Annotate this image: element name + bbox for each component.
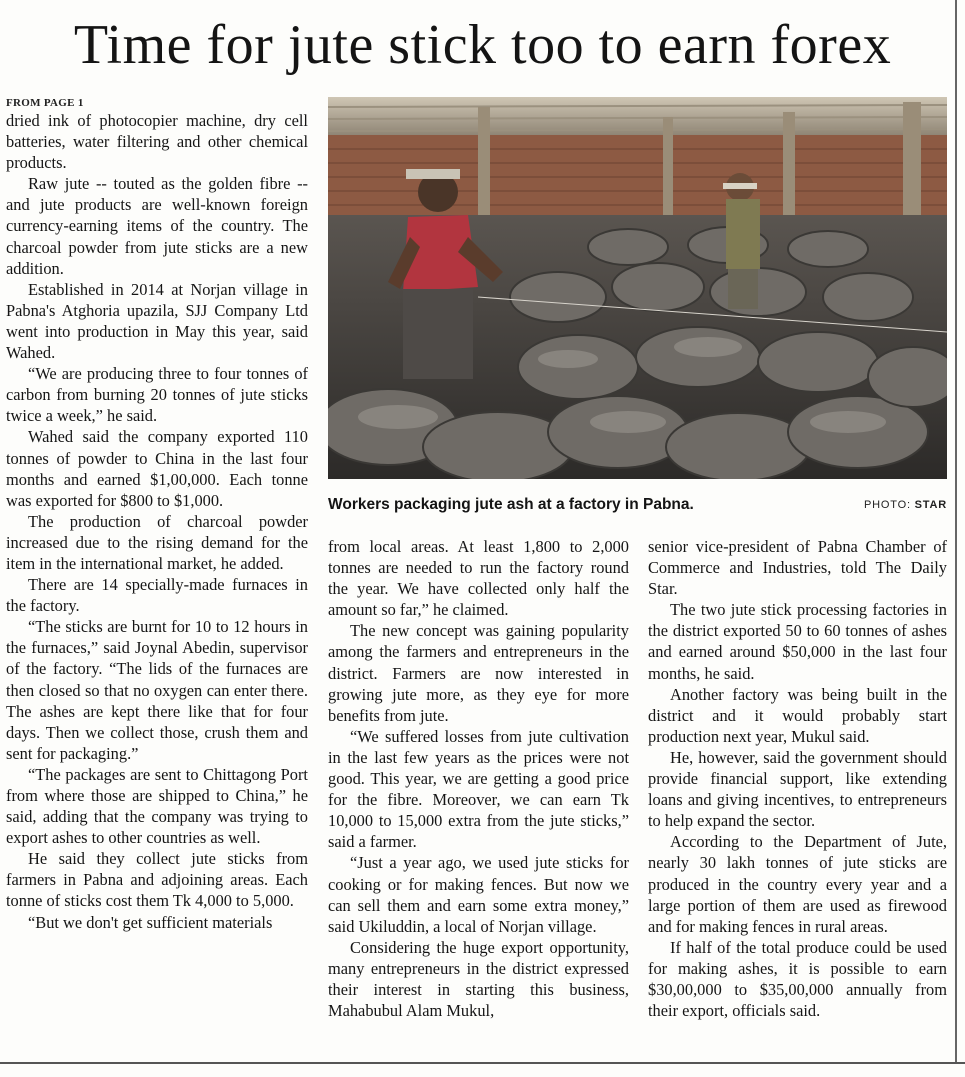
paragraph: “But we don't get sufficient materials bbox=[28, 912, 273, 932]
article-column-3 bbox=[648, 536, 947, 1021]
paragraph: The production of charcoal powder increased due to the rising demand for the item in the international market, he added. bbox=[6, 511, 308, 573]
article-column-2 bbox=[328, 536, 629, 1021]
paragraph: Another factory was being built in the district and it would probably start production next year, Mukul said. bbox=[648, 684, 947, 746]
paragraph: “We suffered losses from jute cultivation in the last few years as the prices were not good. This year, we are getting a good price for the fibre. Moreover, we can earn Tk 10,000 to 15,000 extra from the jute sticks,” said a farmer. bbox=[328, 726, 629, 852]
photo-credit-label: PHOTO: bbox=[864, 499, 915, 511]
paragraph: “Just a year ago, we used jute sticks for cooking or for making fences. But now we can sell them and earn some extra money,” said Ukiluddin, a local of Norjan village. bbox=[328, 853, 629, 936]
paragraph: Wahed said the company exported 110 tonnes of powder to China in the last four months and earned $1,00,000. Each tonne was exported for $800 to $1,000. bbox=[6, 427, 308, 510]
news-photo bbox=[328, 97, 947, 479]
photo-credit bbox=[864, 499, 947, 511]
page-edge-rule bbox=[955, 0, 957, 1062]
paragraph: He said they collect jute sticks from farmers in Pabna and adjoining areas. Each tonne of sticks cost them Tk 4,000 to 5,000. bbox=[6, 849, 308, 911]
paragraph: According to the Department of Jute, nearly 30 lakh tonnes of jute sticks are produced in the country every year and a large portion of them are used as firewood and for making fences in rural areas. bbox=[648, 832, 947, 936]
paragraph: Raw jute -- touted as the golden fibre -- and jute products are well-known foreign currency-earning items of the country. The charcoal powder from jute sticks are a new addition. bbox=[6, 174, 308, 278]
paragraph: If half of the total produce could be used for making ashes, it is possible to earn $30,00,000 to $35,00,000 annually from their export, officials said. bbox=[648, 937, 947, 1021]
continued-from-kicker: FROM PAGE 1 bbox=[6, 97, 84, 109]
paragraph: “The packages are sent to Chittagong Port from where those are shipped to China,” he said, adding that the company was trying to export ashes to other countries as well. bbox=[6, 764, 308, 848]
photo-caption: Workers packaging jute ash at a factory in Pabna. bbox=[328, 496, 694, 513]
paragraph: senior vice-president of Pabna Chamber of Commerce and Industries, told The Daily Star. bbox=[648, 537, 947, 599]
paragraph: Established in 2014 at Norjan village in Pabna's Atghoria upazila, SJJ Company Ltd went into production in May this year, said Wahed. bbox=[6, 279, 308, 363]
paragraph: dried ink of photocopier machine, dry cell batteries, water filtering and other chemical products. bbox=[6, 111, 308, 173]
paragraph: from local areas. At least 1,800 to 2,000 tonnes are needed to run the factory round the year. We have collected only half the amount so far,” he claimed. bbox=[328, 537, 629, 620]
paragraph: “The sticks are burnt for 10 to 12 hours in the furnaces,” said Joynal Abedin, supervisor of the factory. “The lids of the furnaces are then closed so that no oxygen can enter there. The ashes are kept there like that for four days. Then we collect those, crush them and sent for packaging.” bbox=[6, 617, 308, 763]
headline: Time for jute stick too to earn forex bbox=[73, 14, 892, 76]
paragraph: He, however, said the government should provide financial support, like extending loans and giving incentives, to entrepreneurs to help expand the sector. bbox=[648, 747, 947, 831]
paragraph: “We are producing three to four tonnes of carbon from burning 20 tonnes of jute sticks twice a week,” he said. bbox=[6, 364, 308, 426]
paragraph: The new concept was gaining popularity among the farmers and entrepreneurs in the district. Farmers are now interested in growing jute more, as they eye for more benefits from jute. bbox=[328, 621, 629, 725]
photo-credit-source: STAR bbox=[914, 499, 947, 511]
article-column-1 bbox=[6, 96, 308, 933]
paragraph: Considering the huge export opportunity, many entrepreneurs in the district expressed their interest in starting this business, Mahabubul Alam Mukul, bbox=[328, 937, 629, 1021]
paragraph: There are 14 specially-made furnaces in the factory. bbox=[6, 575, 308, 616]
photo-caption-bar bbox=[328, 496, 947, 520]
paragraph: The two jute stick processing factories in the district exported 50 to 60 tonnes of ashes and earned around $50,000 in the last four months, he said. bbox=[648, 600, 947, 683]
factory-photo-illustration bbox=[328, 97, 947, 479]
bottom-divider bbox=[0, 1062, 965, 1064]
